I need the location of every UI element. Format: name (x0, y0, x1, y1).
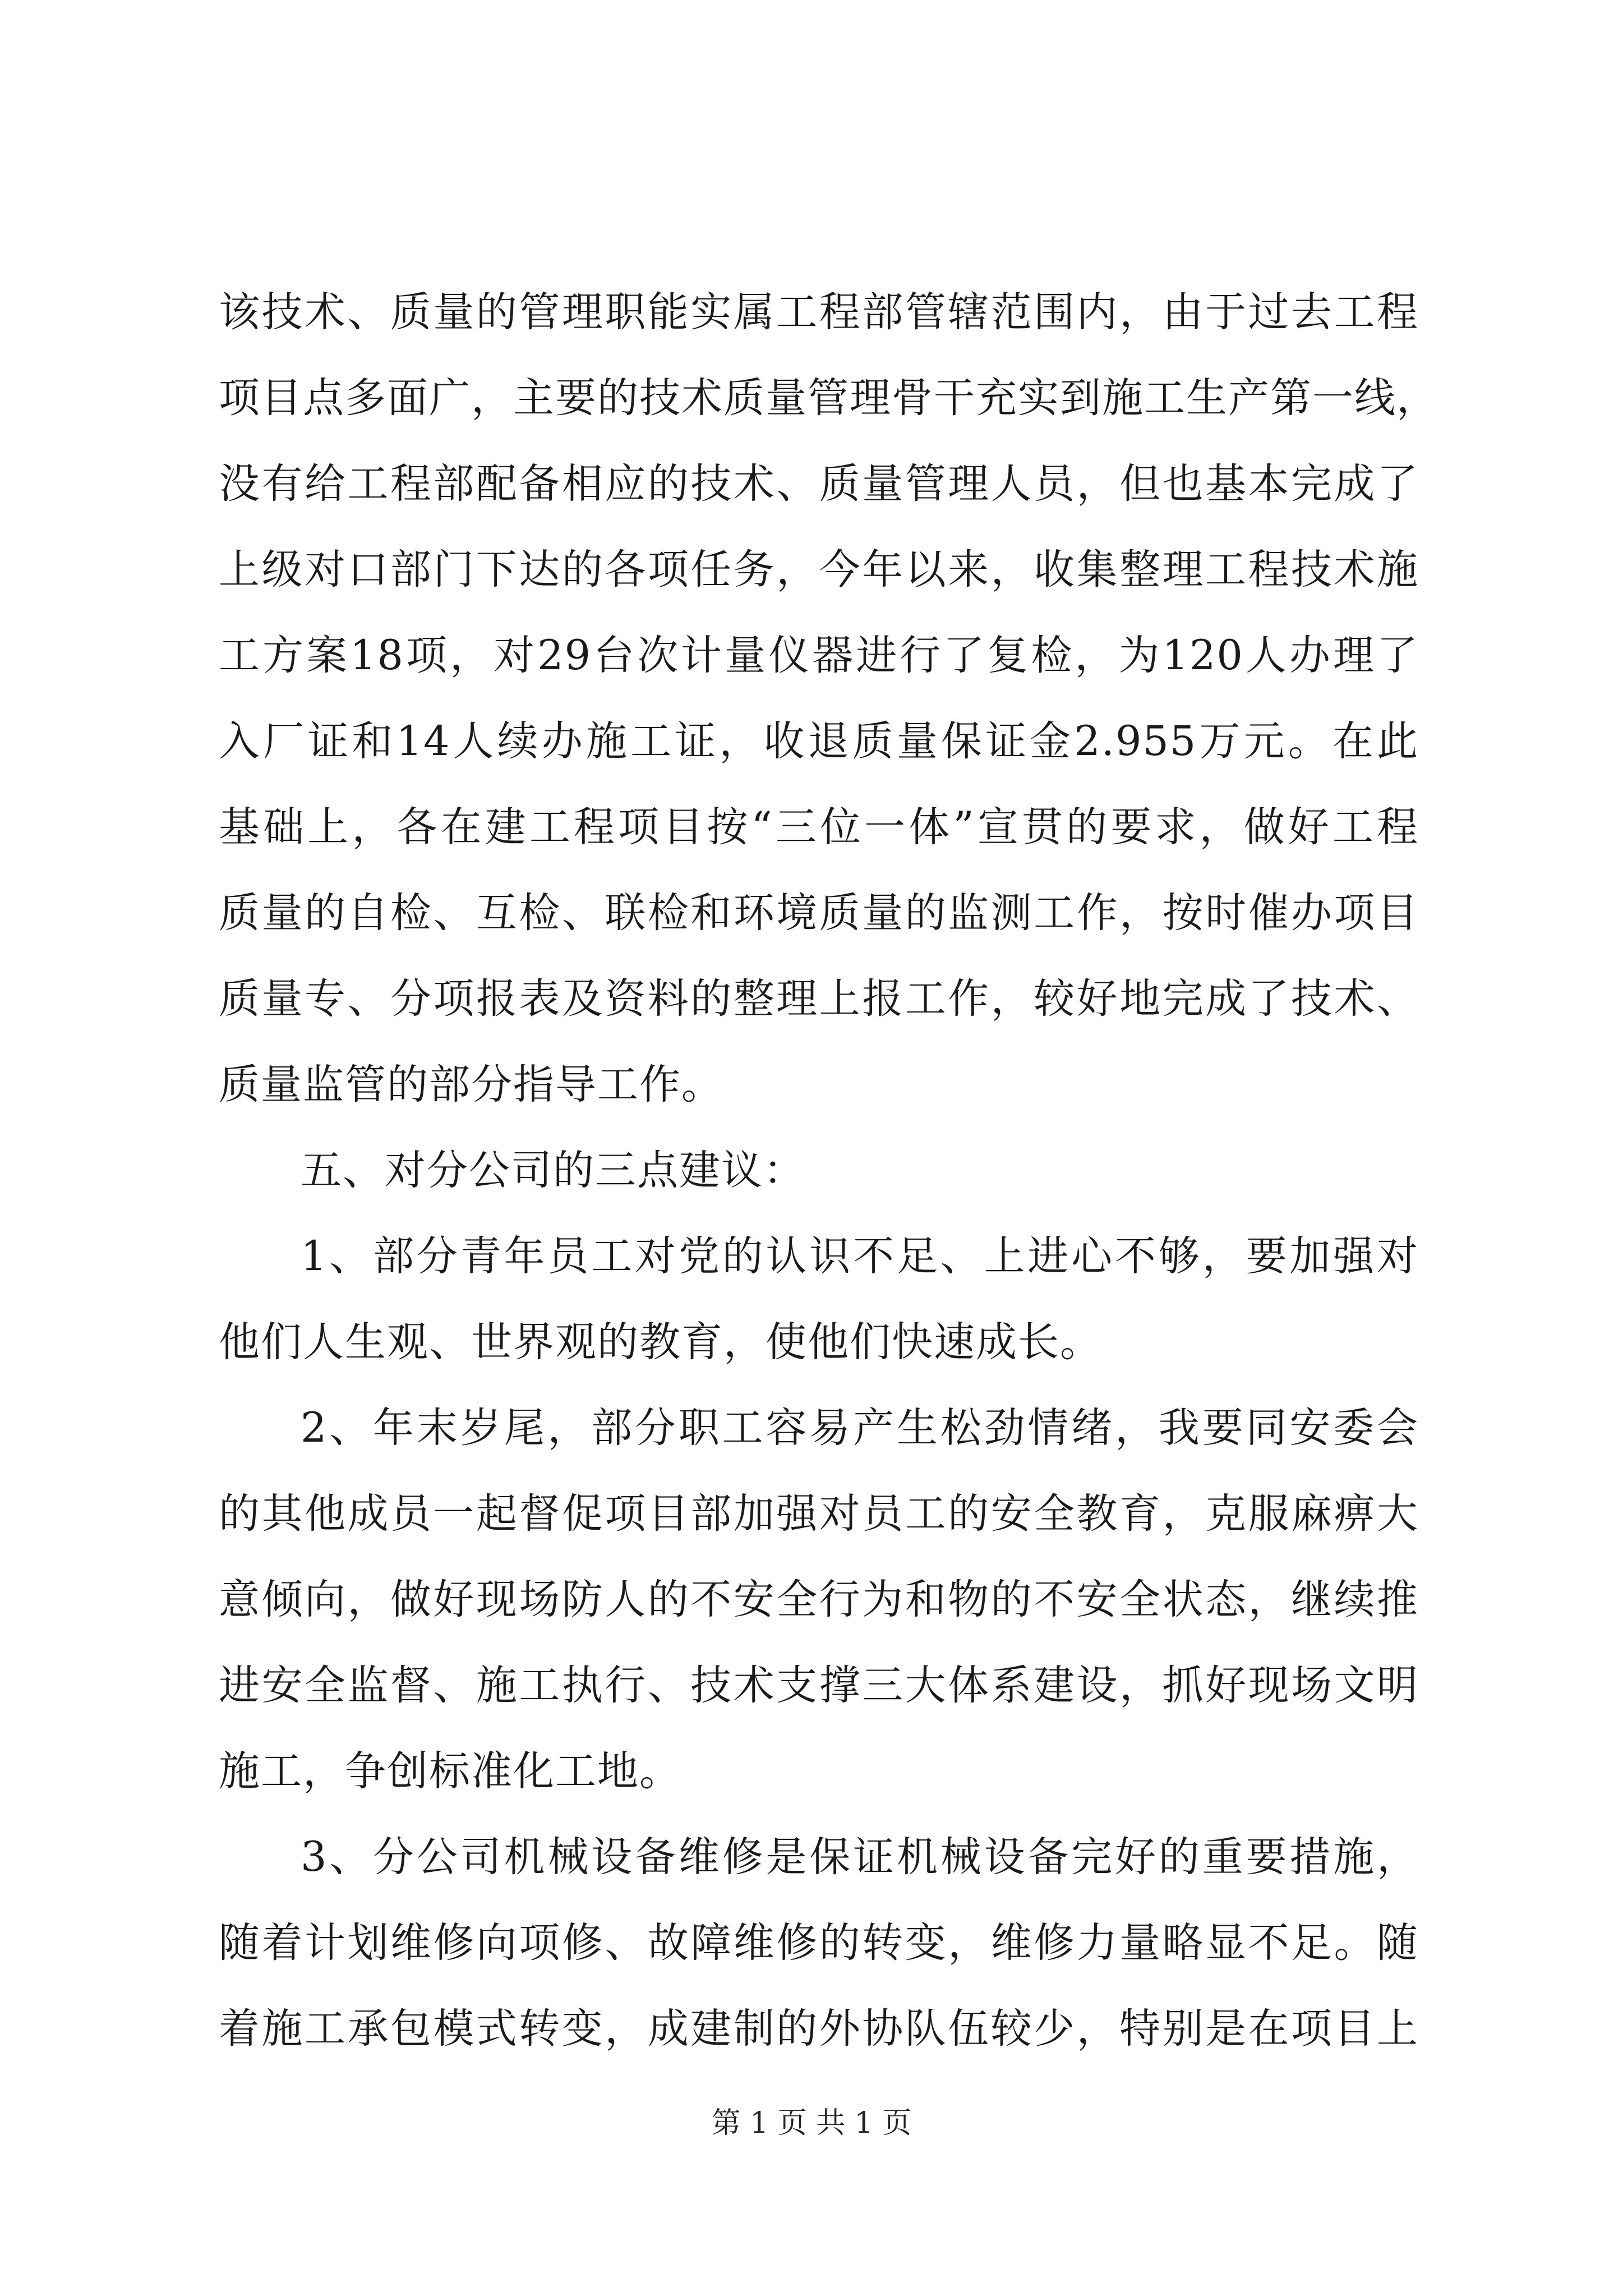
list-item-line: 随着计划维修向项修、故障维修的转变，维修力量略显不足。随 (219, 1919, 1419, 1967)
list-item-line: 进安全监督、施工执行、技术支撑三大体系建设，抓好现场文明 (219, 1662, 1419, 1709)
paragraph-line: 没有给工程部配备相应的技术、质量管理人员，但也基本完成了 (219, 460, 1419, 508)
document-body (219, 269, 1438, 2072)
list-item-line: 的其他成员一起督促项目部加强对员工的安全教育，克服麻痹大 (219, 1490, 1419, 1538)
page-footer (0, 2104, 1623, 2143)
paragraph-line: 工方案18项，对29台次计量仪器进行了复检，为120人办理了 (219, 632, 1419, 679)
paragraph-line: 质量专、分项报表及资料的整理上报工作，较好地完成了技术、 (219, 975, 1419, 1023)
page-number: 第 1 页 共 1 页 (711, 2106, 912, 2140)
paragraph-line: 质量监管的部分指导工作。 (219, 1061, 723, 1108)
paragraph-line: 该技术、质量的管理职能实属工程部管辖范围内，由于过去工程 (219, 288, 1419, 336)
list-item-line: 意倾向，做好现场防人的不安全行为和物的不安全状态，继续推 (219, 1576, 1419, 1623)
paragraph-line: 基础上，各在建工程项目按“三位一体”宣贯的要求，做好工程 (219, 803, 1419, 851)
section-heading: 五、对分公司的三点建议： (301, 1147, 805, 1194)
paragraph-line: 上级对口部门下达的各项任务，今年以来，收集整理工程技术施 (219, 546, 1419, 593)
list-item-line: 着施工承包模式转变，成建制的外协队伍较少，特别是在项目上 (219, 2005, 1419, 2053)
paragraph-line: 入厂证和14人续办施工证，收退质量保证金2.955万元。在此 (219, 717, 1419, 765)
list-item-line: 3、分公司机械设备维修是保证机械设备完好的重要措施， (301, 1833, 1419, 1881)
list-item-line: 他们人生观、世界观的教育，使他们快速成长。 (219, 1318, 1102, 1366)
list-item-line: 1、部分青年员工对党的认识不足、上进心不够，要加强对 (301, 1232, 1419, 1280)
paragraph-line: 质量的自检、互检、联检和环境质量的监测工作，按时催办项目 (219, 889, 1419, 937)
list-item-line: 施工，争创标准化工地。 (219, 1747, 681, 1795)
list-item-line: 2、年末岁尾，部分职工容易产生松劲情绪，我要同安委会 (301, 1404, 1419, 1452)
paragraph-line: 项目点多面广，主要的技术质量管理骨干充实到施工生产第一线， (219, 374, 1438, 422)
